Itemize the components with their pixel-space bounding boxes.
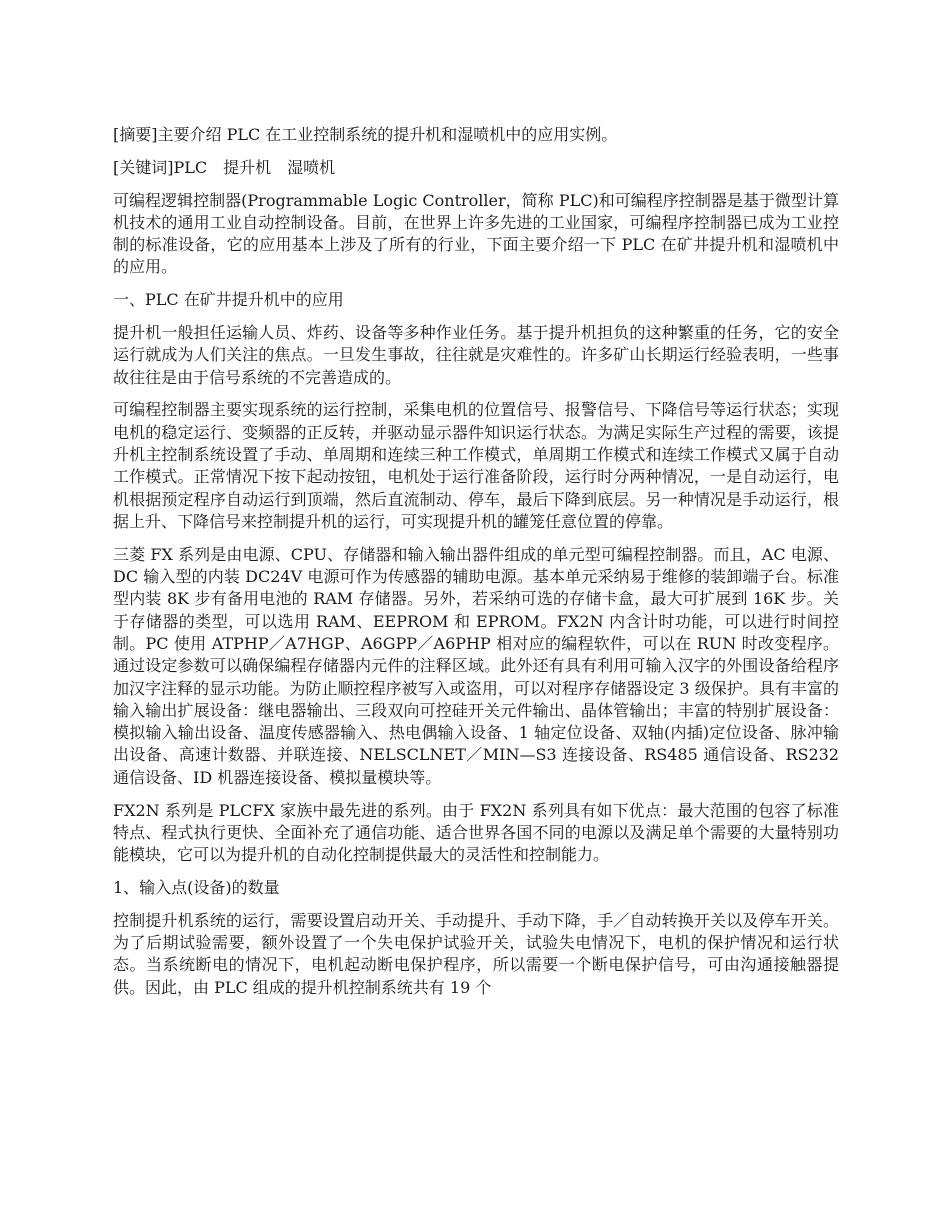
body-paragraph: 提升机一般担任运输人员、炸药、设备等多种作业任务。基于提升机担负的这种繁重的任务，它的安全运行就成为人们关注的焦点。一旦发生事故，往往就是灾难性的。许多矿山长期运行经验表明，一些事故往往是由于信号系统的不完善造成的。 [113,323,839,387]
body-paragraph: 可编程控制器主要实现系统的运行控制，采集电机的位置信号、报警信号、下降信号等运行状态；实现电机的稳定运行、变频器的正反转，并驱动显示器件知识运行状态。为满足实际生产过程的需要，该提升机主控制系统设置了手动、单周期和连续三种工作模式，单周期工作模式和连续工作模式又属于自动工作模式。正常情况下按下起动按钮，电机处于运行准备阶段，运行时分两种情况，一是自动运行，电机根据预定程序自动运行到顶端，然后直流制动、停车，最后下降到底层。另一种情况是手动运行，根据上升、下降信号来控制提升机的运行，可实现提升机的罐笼任意位置的停靠。 [113,400,839,531]
keywords: [关键词]PLC 提升机 湿喷机 [113,157,336,177]
subsection-heading: 1、输入点(设备)的数量 [113,877,280,897]
abstract: [摘要]主要介绍 PLC 在工业控制系统的提升机和湿喷机中的应用实例。 [113,125,618,144]
document-body [113,124,839,1009]
body-paragraph: FX2N 系列是 PLCFX 家族中最先进的系列。由于 FX2N 系列具有如下优点：最大范围的包容了标准特点、程式执行更快、全面补充了通信功能、适合世界各国不同的电源以及满足单个需要的大量特别功能模块，它可以为提升机的自动化控制提供最大的灵活性和控制能力。 [113,800,839,865]
intro-paragraph: 可编程逻辑控制器(Programmable Logic Controller，简称 PLC)和可编程序控制器是基于微型计算机技术的通用工业自动控制设备。目前，在世界上许多先进的工业国家，可编程序控制器已成为工业控制的标准设备，它的应用基本上涉及了所有的行业，下面主要介绍一下 PLC 在矿井提升机和湿喷机中的应用。 [113,190,839,277]
body-paragraph: 三菱 FX 系列是由电源、CPU、存储器和输入输出器件组成的单元型可编程控制器。而且，AC 电源、DC 输入型的内装 DC24V 电源可作为传感器的辅助电源。基本单元采纳易于维修的装卸端子台。标准型内装 8K 步有备用电池的 RAM 存储器。另外，若采纳可选的存储卡盒，最大可扩展到 16K 步。关于存储器的类型，可以选用 RAM、EEPROM 和 EPROM。FX2N 内含计时功能，可以进行时间控制。PC 使用 ATPHP／A7HGP、A6GPP／A6PHP 相对应的编程软件，可以在 RUN 时改变程序。通过设定参数可以确保编程存储器内元件的注释区域。此外还有具有利用可输入汉字的外围设备给程序加汉字注释的显示功能。为防止顺控程序被写入或盗用，可以对程序存储器设定 3 级保护。具有丰富的输入输出扩展设备：继电器输出、三段双向可控硅开关元件输出、晶体管输出；丰富的特别扩展设备：模拟输入输出设备、温度传感器输入、热电偶输入设备、1 轴定位设备、双轴(内插)定位设备、脉冲输出设备、高速计数器、并联连接、NELSCLNET／MIN—S3 连接设备、RS485 通信设备、RS232 通信设备、ID 机器连接设备、模拟量模块等。 [113,544,839,787]
body-paragraph: 控制提升机系统的运行，需要设置启动开关、手动提升、手动下降，手／自动转换开关以及停车开关。为了后期试验需要，额外设置了一个失电保护试验开关，试验失电情况下，电机的保护情况和运行状态。当系统断电的情况下，电机起动断电保护程序，所以需要一个断电保护信号，可由沟通接触器提供。因此，由 PLC 组成的提升机控制系统共有 19 个 [113,910,839,997]
section-heading: 一、PLC 在矿井提升机中的应用 [113,290,344,310]
